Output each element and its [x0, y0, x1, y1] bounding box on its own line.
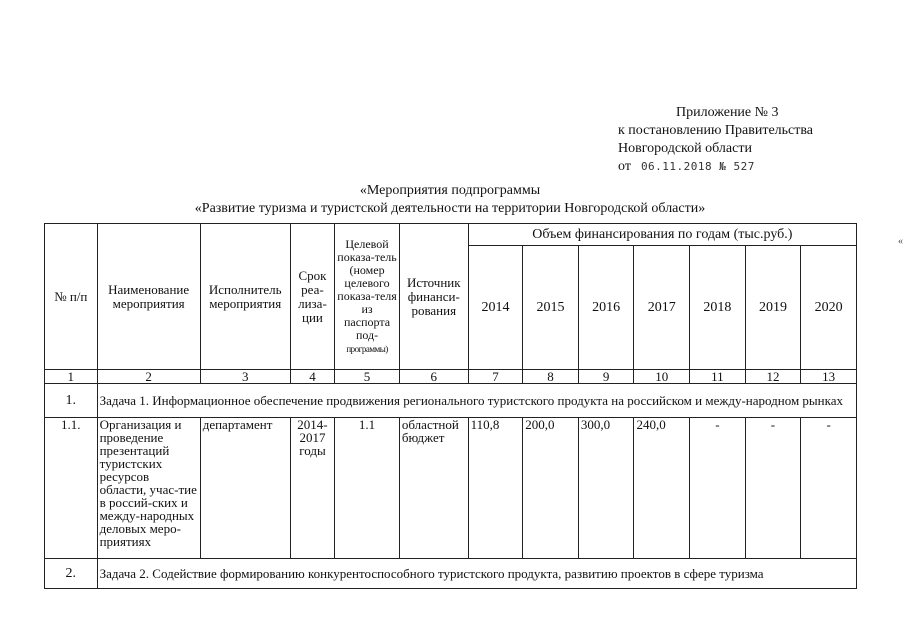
header-year-2018: 2018: [690, 246, 746, 370]
column-number: 10: [634, 370, 690, 384]
value-2019: -: [745, 418, 801, 559]
column-number: 2: [97, 370, 200, 384]
value-2014: 110,8: [468, 418, 523, 559]
column-number: 8: [523, 370, 579, 384]
column-number: 12: [745, 370, 801, 384]
header-target-tiny: программы): [346, 343, 388, 354]
measure-executor: департамент: [200, 418, 290, 559]
document-title: [44, 182, 856, 218]
header-name: Наименование мероприятия: [97, 224, 200, 370]
value-2017: 240,0: [634, 418, 690, 559]
edge-mark: «: [898, 236, 903, 247]
header-target: [335, 224, 400, 370]
column-number: 7: [468, 370, 523, 384]
measure-number: 1.1.: [45, 418, 98, 559]
column-number: 4: [290, 370, 334, 384]
header-year-2017: 2017: [634, 246, 690, 370]
measure-name: Организация и проведение презентаций туристских ресурсов области, учас-тие в россий-ских и между-народных деловых меро-приятиях: [97, 418, 200, 559]
header-executor: Исполнитель мероприятия: [200, 224, 290, 370]
column-number: 5: [335, 370, 400, 384]
header-target-text: Целевой показа-тель (номер целевого показа-теля из паспорта под-: [337, 236, 397, 342]
column-number: 6: [399, 370, 468, 384]
column-number: 13: [801, 370, 857, 384]
title-line-1: «Мероприятия подпрограммы: [359, 183, 541, 198]
header-year-2020: 2020: [801, 246, 857, 370]
appendix-date-line: [618, 158, 813, 176]
task-1-number: 1.: [45, 384, 98, 418]
task-1-text: Задача 1. Информационное обеспечение продвижения регионального туристского продукта на российском и между-народном рынках: [97, 384, 856, 418]
header-term: Срок реа-лиза-ции: [290, 224, 334, 370]
column-number: 1: [45, 370, 98, 384]
appendix-resolution: к постановлению Правительства: [618, 123, 814, 138]
header-source: Источник финанси-рования: [399, 224, 468, 370]
appendix-region: Новгородской области: [618, 141, 752, 156]
appendix-from-label: от: [618, 159, 631, 174]
column-number: 11: [690, 370, 746, 384]
header-num: № п/п: [45, 224, 98, 370]
value-2018: -: [690, 418, 746, 559]
header-year-2015: 2015: [523, 246, 579, 370]
appendix-title: Приложение № 3: [676, 105, 779, 120]
value-2015: 200,0: [523, 418, 579, 559]
task-1-row: [45, 384, 857, 418]
value-2020: -: [801, 418, 857, 559]
header-year-2016: 2016: [578, 246, 634, 370]
appendix-date-number: 06.11.2018 № 527: [640, 160, 755, 173]
measure-term: 2014-2017 годы: [290, 418, 334, 559]
column-number-row: [45, 370, 857, 384]
header-funding: Объем финансирования по годам (тыс.руб.): [468, 224, 856, 246]
measure-target: 1.1: [335, 418, 400, 559]
title-line-2: «Развитие туризма и туристской деятельности на территории Новгородской области»: [194, 201, 706, 216]
task-2-row: [45, 559, 857, 589]
value-2016: 300,0: [578, 418, 634, 559]
column-number: 3: [200, 370, 290, 384]
header-year-2014: 2014: [468, 246, 523, 370]
task-2-text: Задача 2. Содействие формированию конкурентоспособного туристского продукта, развитию проектов в сфере туризма: [97, 559, 856, 589]
header-year-2019: 2019: [745, 246, 801, 370]
appendix-block: [618, 104, 813, 176]
measure-source: областной бюджет: [399, 418, 468, 559]
column-number: 9: [578, 370, 634, 384]
task-2-number: 2.: [45, 559, 98, 589]
header-row-top: [45, 224, 857, 246]
measure-row-1-1: [45, 418, 857, 559]
measures-table: [44, 223, 857, 589]
